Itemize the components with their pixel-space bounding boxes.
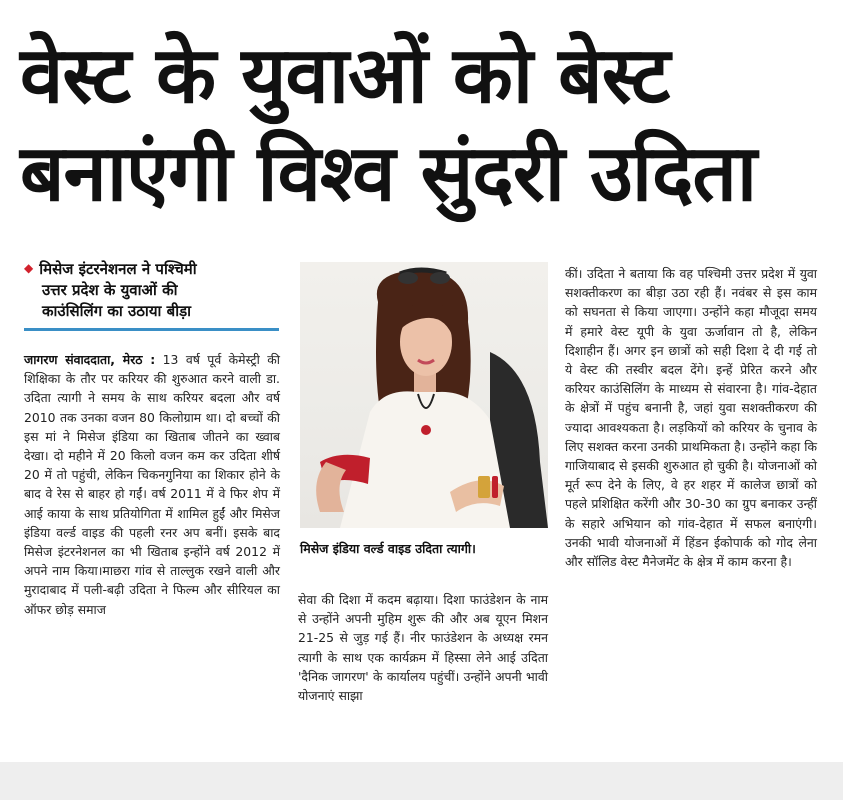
article-column-1 — [24, 350, 280, 619]
portrait-photo — [300, 262, 548, 528]
red-diamond-bullet-icon: ◆ — [24, 261, 34, 275]
portrait-illustration — [300, 262, 548, 528]
subhead-line-1: मिसेज इंटरनेशनल ने पश्चिमी — [39, 260, 197, 278]
article-column-1-text: 13 वर्ष पूर्व केमेस्ट्री की शिक्षिका के तौर पर करियर की शुरुआत करने वाली डा. उदिता त्यागी ने समय के साथ करियर बदला और वर्ष 2010 तक उनका वजन 80 किलोग्राम था। दो बच्चों की इस मां ने मिसेज इंडिया का खिताब जीतने का ख्वाब देखा। दो महीने में 20 किलो वजन कम कर उदिता शीर्ष 20 में तो पहुंची, लेकिन चिकनगुनिया का शिकार होने के बाद वे रेस से बाहर हो गईं। वर्ष 2011 में वे फिर शेप में आई काया के साथ प्रतियोगिता में शामिल हुईं और मिसेज इंडिया वर्ल्ड वाइड की पहली रनर अप बनीं। इसके बाद मिसेज इंटरनेशनल का भी खिताब इन्होंने वर्ष 2012 में अपने नाम किया।माछरा गांव से ताल्लुक रखने वाली और मुरादाबाद में पली-बढ़ी उदिता ने फिल्म और सीरियल का ऑफर छोड़ समाज — [24, 352, 280, 617]
dateline: जागरण संवाददाता, मेरठ : — [24, 352, 156, 367]
article-column-2: सेवा की दिशा में कदम बढ़ाया। दिशा फाउंडेशन के नाम से उन्होंने अपनी मुहिम शुरू की और अब यूएन मिशन 21-25 से जुड़ गई हैं। नीर फाउंडेशन के अध्यक्ष रमन त्यागी के साथ एक कार्यक्रम में हिस्सा लेने आई उदिता 'दैनिक जागरण' के कार्यालय पहुंचीं। उन्होंने अपनी भावी योजनाएं साझा — [298, 592, 548, 704]
photo-caption: मिसेज इंडिया वर्ल्ड वाइड उदिता त्यागी। — [300, 541, 476, 556]
headline-line-2: बनाएंगी विश्व सुंदरी उदिता — [20, 129, 757, 219]
article-column-3: कीं। उदिता ने बताया कि वह पश्चिमी उत्तर प्रदेश में युवा सशक्तीकरण का बीड़ा उठा रही हैं। नवंबर से इस काम को सघनता से किया जाएगा। उन्होंने कहा मौजूदा समय में हमारे वेस्ट यूपी के युवा ऊर्जावान तो है, लेकिन दिशाहीन हैं। अगर इन छात्रों को सही दिशा दे दी गई तो ये वेस्ट की तस्वीर बदल देंगे। इन्हें प्रेरित करने और करियर काउंसिलिंग के माध्यम से संवारना है। गांव-देहात के क्षेत्रों में पहुंच बनानी है, जहां युवा सशक्तीकरण की ज्यादा आवश्यकता है। लड़कियों को करियर के चुनाव के लिए सशक्त करना उनकी प्राथमिकता है। उन्होंने कहा कि गाजियाबाद से इसकी शुरुआत हो चुकी है। योजनाओं को मूर्त रूप देने के लिए, वे हर शहर में कालेज छात्रों को पहले प्रशिक्षित करेंगी और 30-30 का ग्रुप बनाकर उन्हीं के सहारे अभियान को गांव-देहात में सफल बनाएंगी। उनकी भावी योजनाओं में हिंडन ईकोपार्क को गोद लेना और सॉलिड वेस्ट मैनेजमेंट के क्षेत्र में काम करना है। — [565, 266, 817, 570]
subheadline — [24, 258, 279, 331]
subhead-line-3: काउंसिलिंग का उठाया बीड़ा — [42, 302, 191, 320]
bottom-margin-band — [0, 762, 843, 800]
subhead-line-2: उत्तर प्रदेश के युवाओं की — [42, 281, 178, 299]
headline-line-1: वेस्ट के युवाओं को बेस्ट — [20, 31, 670, 121]
